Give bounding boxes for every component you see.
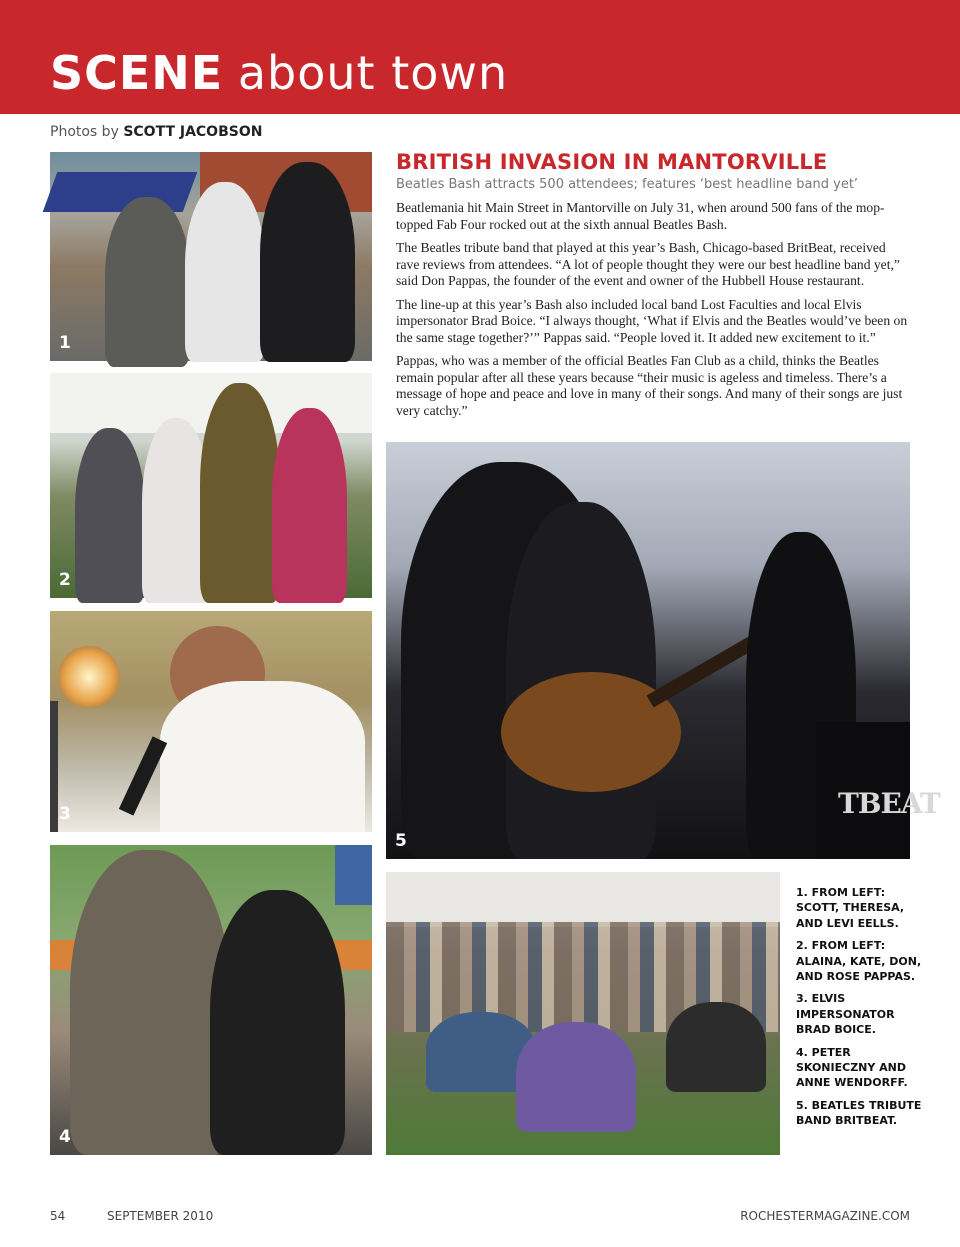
article-subhead: Beatles Bash attracts 500 attendees; features ‘best headline band yet’ xyxy=(396,177,859,192)
person-theresa xyxy=(185,182,265,362)
photo-3 xyxy=(50,611,372,832)
person-peter xyxy=(70,850,230,1155)
photo-2 xyxy=(50,373,372,598)
photo-number: 1 xyxy=(59,333,71,353)
section-title xyxy=(50,46,509,100)
photo-number: 5 xyxy=(395,831,407,851)
tent-canopy xyxy=(43,172,198,212)
page-number: 54 xyxy=(50,1209,66,1223)
blue-tent xyxy=(335,845,372,905)
photo-1 xyxy=(50,152,372,361)
caption-2: 2. FROM LEFT: ALAINA, KATE, DON, AND ROSE PAPPAS. xyxy=(796,939,922,984)
person-alaina xyxy=(75,428,145,603)
stage-light xyxy=(58,646,120,708)
article-body xyxy=(396,200,908,419)
article-paragraph: The line-up at this year’s Bash also included local band Lost Faculties and local Elvis impersonator Brad Boice. “I always thought, ‘What if Elvis and the Beatles would’ve been on the same stage together?’” Pappas said. “People loved it. It added new excitement to it.” xyxy=(396,296,908,345)
tent-roof xyxy=(386,872,780,927)
drum-logo: TBEAT xyxy=(838,787,940,820)
caption-3: 3. ELVIS IMPERSONATOR BRAD BOICE. xyxy=(796,992,895,1037)
photo-crowd xyxy=(386,872,780,1155)
person-levi xyxy=(260,162,355,362)
photographer-name: SCOTT JACOBSON xyxy=(123,124,263,140)
photo-4 xyxy=(50,845,372,1155)
article xyxy=(396,150,908,426)
caption-4: 4. PETER SKONIECZNY AND ANNE WENDORFF. xyxy=(796,1045,908,1090)
article-paragraph: The Beatles tribute band that played at this year’s Bash, Chicago-based BritBeat, received rave reviews from attendees. “A lot of people thought they were our best headline band yet,” said Don Pappas, the founder of the event and owner of the Hubbell House restaurant. xyxy=(396,240,900,288)
photo-5 xyxy=(386,442,940,859)
photo-captions xyxy=(796,885,926,1136)
issue-date: SEPTEMBER 2010 xyxy=(107,1209,214,1223)
article-paragraph: Beatlemania hit Main Street in Mantorville on July 31, when around 500 fans of the mop-topped Fab Four rocked out at the sixth annual Beatles Bash. xyxy=(396,200,885,232)
photo-number: 3 xyxy=(59,804,71,824)
article-paragraph: Pappas, who was a member of the official Beatles Fan Club as a child, thinks the Beatles remain popular after all these years because “their music is ageless and timeless. There’s a message of hope and peace and love in many of their songs. And many of their songs are just very catchy.” xyxy=(396,353,903,418)
website-url: ROCHESTERMAGAZINE.COM xyxy=(740,1209,910,1223)
person-tie-dye xyxy=(516,1022,636,1132)
photo-credit xyxy=(50,124,262,140)
person-don xyxy=(200,383,280,603)
caption-5: 5. BEATLES TRIBUTE BAND BRITBEAT. xyxy=(796,1098,922,1128)
person-scott xyxy=(105,197,190,367)
section-title-bold: SCENE xyxy=(50,46,224,100)
elvis-jumpsuit xyxy=(160,681,365,832)
article-headline: BRITISH INVASION IN MANTORVILLE xyxy=(396,150,828,174)
photo-number: 2 xyxy=(59,570,71,590)
section-title-light: about town xyxy=(237,46,509,100)
caption-1: 1. FROM LEFT: SCOTT, THERESA, AND LEVI EELLS. xyxy=(796,886,905,930)
person-rose xyxy=(272,408,347,603)
photo-credit-prefix: Photos by xyxy=(50,124,119,140)
header-banner xyxy=(0,0,960,114)
person-anne xyxy=(210,890,345,1155)
person-chair xyxy=(666,1002,766,1092)
photo-number: 4 xyxy=(59,1127,71,1147)
light-stand xyxy=(50,701,58,832)
